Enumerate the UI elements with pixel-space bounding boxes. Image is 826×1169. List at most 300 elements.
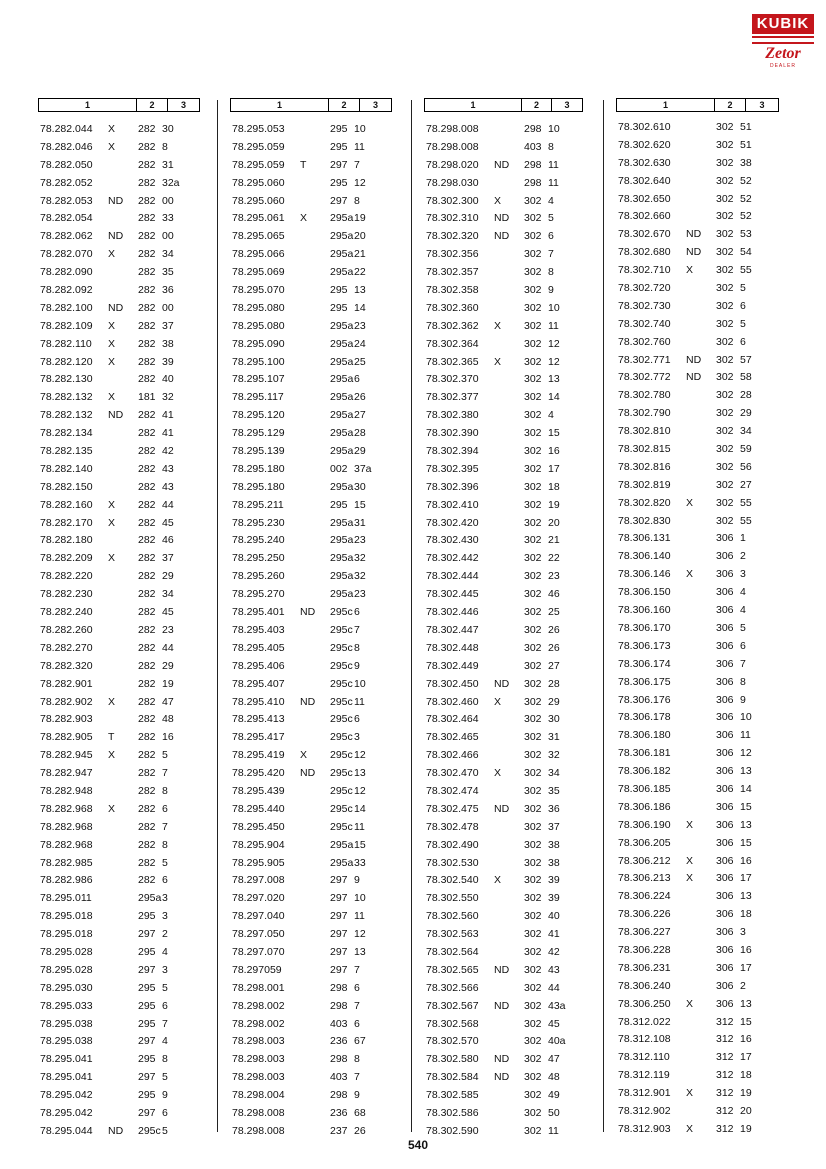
figure-number: 295 <box>138 1053 156 1066</box>
position-number: 4 <box>740 604 746 617</box>
position-number: 6 <box>354 373 360 386</box>
part-number: 78.302.567 <box>426 999 479 1012</box>
part-number: 78.297.040 <box>232 910 285 923</box>
position-number: 6 <box>354 606 360 619</box>
part-number: 78.302.530 <box>426 856 479 869</box>
table-row <box>38 819 200 837</box>
figure-number: 302 <box>716 353 734 366</box>
table-row <box>38 121 200 139</box>
part-number: 78.295.439 <box>232 784 285 797</box>
table-row <box>424 121 583 139</box>
figure-number: 306 <box>716 657 734 670</box>
part-number: 78.298.001 <box>232 981 285 994</box>
table-row <box>38 765 200 783</box>
table-row <box>616 888 779 906</box>
column-divider <box>411 100 412 1132</box>
part-number: 78.312.022 <box>618 1015 671 1028</box>
part-number: 78.282.130 <box>40 373 93 386</box>
figure-number: 302 <box>524 749 542 762</box>
table-row <box>38 175 200 193</box>
position-number: 13 <box>740 765 752 778</box>
figure-number: 295c <box>330 641 353 654</box>
table-row <box>230 407 392 425</box>
part-number: 78.295.413 <box>232 713 285 726</box>
table-row <box>38 515 200 533</box>
figure-number: 295a <box>330 516 354 529</box>
figure-number: 282 <box>138 480 156 493</box>
table-row <box>38 139 200 157</box>
figure-number: 302 <box>524 963 542 976</box>
table-row <box>38 318 200 336</box>
part-number: 78.302.816 <box>618 460 671 473</box>
figure-number: 282 <box>138 462 156 475</box>
parts-column-3 <box>424 98 583 1141</box>
status-code: ND <box>494 212 510 225</box>
figure-number: 306 <box>716 747 734 760</box>
table-row <box>616 530 779 548</box>
part-number: 78.302.772 <box>618 371 671 384</box>
figure-number: 302 <box>524 480 542 493</box>
status-code: ND <box>686 371 702 384</box>
table-row <box>230 622 392 640</box>
part-number: 78.302.447 <box>426 623 479 636</box>
header-cell-2: 2 <box>329 99 360 111</box>
position-number: 21 <box>548 534 560 547</box>
table-row <box>38 532 200 550</box>
position-number: 3 <box>740 926 746 939</box>
position-number: 19 <box>354 212 366 225</box>
figure-number: 302 <box>524 462 542 475</box>
part-number: 78.306.224 <box>618 890 671 903</box>
position-number: 5 <box>162 981 168 994</box>
status-code: X <box>686 568 694 581</box>
table-row <box>616 656 779 674</box>
table-row <box>616 709 779 727</box>
part-number: 78.302.630 <box>618 156 671 169</box>
position-number: 48 <box>548 1071 560 1084</box>
part-number: 78.302.771 <box>618 353 671 366</box>
table-row <box>616 584 779 602</box>
position-number: 12 <box>354 928 366 941</box>
part-number: 78.306.190 <box>618 818 671 831</box>
figure-number: 295c <box>330 659 353 672</box>
part-number: 78.295.069 <box>232 266 285 279</box>
table-row <box>424 1051 583 1069</box>
figure-number: 297 <box>330 910 348 923</box>
part-number: 78.302.586 <box>426 1106 479 1119</box>
part-number: 78.306.140 <box>618 550 671 563</box>
position-number: 35 <box>162 266 174 279</box>
position-number: 26 <box>548 623 560 636</box>
position-number: 32 <box>162 391 174 404</box>
figure-number: 312 <box>716 1104 734 1117</box>
part-number: 78.306.176 <box>618 693 671 706</box>
part-number: 78.295.260 <box>232 570 285 583</box>
part-number: 78.295.180 <box>232 480 285 493</box>
part-number: 78.302.670 <box>618 228 671 241</box>
figure-number: 302 <box>716 282 734 295</box>
part-number: 78.282.092 <box>40 284 93 297</box>
position-number: 67 <box>354 1035 366 1048</box>
part-number: 78.295.230 <box>232 516 285 529</box>
table-row <box>230 515 392 533</box>
part-number: 78.282.132 <box>40 391 93 404</box>
table-row <box>424 354 583 372</box>
status-code: X <box>494 319 502 332</box>
position-number: 13 <box>354 767 366 780</box>
position-number: 8 <box>162 784 168 797</box>
figure-number: 295a <box>330 373 354 386</box>
part-number: 78.282.180 <box>40 534 93 547</box>
position-number: 32 <box>548 749 560 762</box>
logo-sub-text: Zetor <box>765 45 801 62</box>
part-number: 78.302.365 <box>426 355 479 368</box>
part-number: 78.302.819 <box>618 478 671 491</box>
part-number: 78.302.580 <box>426 1053 479 1066</box>
figure-number: 302 <box>524 677 542 690</box>
part-number: 78.298.008 <box>232 1106 285 1119</box>
part-number: 78.302.356 <box>426 248 479 261</box>
status-code: X <box>300 749 308 762</box>
figure-number: 302 <box>524 1071 542 1084</box>
part-number: 78.302.390 <box>426 427 479 440</box>
figure-number: 282 <box>138 319 156 332</box>
table-row <box>424 443 583 461</box>
part-number: 78.302.444 <box>426 570 479 583</box>
position-number: 46 <box>548 588 560 601</box>
figure-number: 295c <box>330 784 353 797</box>
figure-number: 312 <box>716 1122 734 1135</box>
parts-rows <box>38 121 200 1141</box>
table-row <box>616 566 779 584</box>
figure-number: 302 <box>524 319 542 332</box>
table-row <box>38 1087 200 1105</box>
part-number: 78.306.240 <box>618 979 671 992</box>
parts-column-1 <box>38 98 200 1141</box>
figure-number: 302 <box>524 892 542 905</box>
part-number: 78.295.410 <box>232 695 285 708</box>
position-number: 6 <box>740 639 746 652</box>
position-number: 20 <box>354 230 366 243</box>
table-row <box>230 783 392 801</box>
table-row <box>424 246 583 264</box>
figure-number: 295c <box>330 731 353 744</box>
position-number: 46 <box>162 534 174 547</box>
position-number: 19 <box>548 498 560 511</box>
part-number: 78.295.450 <box>232 820 285 833</box>
part-number: 78.302.445 <box>426 588 479 601</box>
status-code: ND <box>686 228 702 241</box>
position-number: 7 <box>354 623 360 636</box>
table-row <box>230 1016 392 1034</box>
status-code: X <box>686 997 694 1010</box>
table-row <box>424 622 583 640</box>
figure-number: 306 <box>716 836 734 849</box>
table-row <box>38 622 200 640</box>
table-row <box>230 1033 392 1051</box>
status-code: X <box>108 391 116 404</box>
position-number: 52 <box>740 174 752 187</box>
position-number: 10 <box>548 123 560 135</box>
status-code: ND <box>494 677 510 690</box>
figure-number: 295a <box>330 409 354 422</box>
position-number: 7 <box>162 1017 168 1030</box>
table-row <box>230 604 392 622</box>
position-number: 11 <box>354 820 365 833</box>
part-number: 78.302.820 <box>618 496 671 509</box>
table-row <box>230 998 392 1016</box>
figure-number: 306 <box>716 926 734 939</box>
part-number: 78.302.310 <box>426 212 479 225</box>
table-row <box>616 316 779 334</box>
status-code: X <box>108 802 116 815</box>
position-number: 40 <box>548 910 560 923</box>
figure-number: 297 <box>330 194 348 207</box>
part-number: 78.302.790 <box>618 407 671 420</box>
status-code: X <box>494 695 502 708</box>
position-number: 34 <box>548 767 560 780</box>
column-header <box>424 98 583 112</box>
table-row <box>38 1123 200 1141</box>
table-row <box>616 1014 779 1032</box>
part-number: 78.306.213 <box>618 872 671 885</box>
part-number: 78.312.902 <box>618 1104 671 1117</box>
position-number: 44 <box>162 641 174 654</box>
figure-number: 295 <box>138 910 156 923</box>
status-code: X <box>108 140 116 153</box>
table-row <box>38 1016 200 1034</box>
figure-number: 295c <box>330 713 353 726</box>
part-number: 78.302.563 <box>426 928 479 941</box>
table-row <box>616 906 779 924</box>
part-number: 78.298.008 <box>232 1124 285 1137</box>
table-row <box>424 479 583 497</box>
status-code: X <box>108 749 116 762</box>
figure-number: 302 <box>524 1017 542 1030</box>
position-number: 9 <box>162 1089 168 1102</box>
table-row <box>616 298 779 316</box>
figure-number: 306 <box>716 639 734 652</box>
table-row <box>424 711 583 729</box>
position-number: 32a <box>162 176 180 189</box>
figure-number: 302 <box>524 248 542 261</box>
part-number: 78.295.440 <box>232 802 285 815</box>
figure-number: 306 <box>716 621 734 634</box>
table-row <box>616 1121 779 1139</box>
figure-number: 282 <box>138 266 156 279</box>
figure-number: 282 <box>138 427 156 440</box>
part-number: 78.306.182 <box>618 765 671 778</box>
table-row <box>230 318 392 336</box>
figure-number: 297 <box>138 1035 156 1048</box>
position-number: 25 <box>548 606 560 619</box>
position-number: 8 <box>354 641 360 654</box>
figure-number: 295c <box>138 1124 161 1137</box>
position-number: 5 <box>162 1124 168 1137</box>
part-number: 78.282.135 <box>40 445 93 458</box>
figure-number: 302 <box>716 299 734 312</box>
position-number: 28 <box>354 427 366 440</box>
part-number: 78.282.209 <box>40 552 93 565</box>
part-number: 78.282.109 <box>40 319 93 332</box>
position-number: 6 <box>548 230 554 243</box>
position-number: 41 <box>548 928 560 941</box>
table-row <box>424 837 583 855</box>
position-number: 10 <box>548 301 560 314</box>
part-number: 78.306.178 <box>618 711 671 724</box>
part-number: 78.306.231 <box>618 961 671 974</box>
parts-rows <box>424 121 583 1141</box>
part-number: 78.282.905 <box>40 731 93 744</box>
figure-number: 282 <box>138 570 156 583</box>
part-number: 78.302.568 <box>426 1017 479 1030</box>
table-row <box>230 568 392 586</box>
figure-number: 282 <box>138 355 156 368</box>
position-number: 30 <box>548 713 560 726</box>
table-row <box>616 799 779 817</box>
part-number: 78.295.059 <box>232 158 285 171</box>
figure-number: 312 <box>716 1087 734 1100</box>
figure-number: 302 <box>524 713 542 726</box>
table-row <box>230 872 392 890</box>
table-row <box>230 908 392 926</box>
part-number: 78.295.240 <box>232 534 285 547</box>
figure-number: 295 <box>330 301 348 314</box>
position-number: 19 <box>162 677 174 690</box>
position-number: 52 <box>740 192 752 205</box>
figure-number: 403 <box>524 140 542 153</box>
column-divider <box>603 100 604 1132</box>
position-number: 3 <box>740 568 746 581</box>
position-number: 6 <box>740 299 746 312</box>
position-number: 57 <box>740 353 752 366</box>
figure-number: 236 <box>330 1035 348 1048</box>
figure-number: 282 <box>138 838 156 851</box>
part-number: 78.295.180 <box>232 462 285 475</box>
position-number: 29 <box>354 445 366 458</box>
position-number: 8 <box>548 266 554 279</box>
figure-number: 282 <box>138 713 156 726</box>
table-row <box>424 371 583 389</box>
figure-number: 306 <box>716 782 734 795</box>
position-number: 34 <box>740 425 752 438</box>
position-number: 30 <box>162 123 174 135</box>
figure-number: 302 <box>524 284 542 297</box>
part-number: 78.302.620 <box>618 138 671 151</box>
figure-number: 295a <box>330 337 354 350</box>
table-row <box>230 175 392 193</box>
table-row <box>616 352 779 370</box>
table-row <box>38 1033 200 1051</box>
position-number: 20 <box>740 1104 752 1117</box>
position-number: 26 <box>354 1124 366 1137</box>
table-row <box>616 244 779 262</box>
position-number: 8 <box>548 140 554 153</box>
table-row <box>38 980 200 998</box>
table-row <box>424 1123 583 1141</box>
figure-number: 302 <box>716 407 734 420</box>
part-number: 78.295.065 <box>232 230 285 243</box>
position-number: 14 <box>548 391 560 404</box>
part-number: 78.302.448 <box>426 641 479 654</box>
part-number: 78.282.230 <box>40 588 93 601</box>
part-number: 78.302.640 <box>618 174 671 187</box>
table-row <box>230 944 392 962</box>
figure-number: 295 <box>138 1017 156 1030</box>
figure-number: 297 <box>330 892 348 905</box>
position-number: 9 <box>354 874 360 887</box>
table-row <box>230 694 392 712</box>
part-number: 78.302.780 <box>618 389 671 402</box>
position-number: 51 <box>740 138 752 151</box>
position-number: 58 <box>740 371 752 384</box>
position-number: 22 <box>548 552 560 565</box>
table-row <box>230 855 392 873</box>
status-code: ND <box>494 1071 510 1084</box>
figure-number: 306 <box>716 711 734 724</box>
part-number: 78.302.446 <box>426 606 479 619</box>
table-row <box>424 640 583 658</box>
part-number: 78.306.228 <box>618 943 671 956</box>
part-number: 78.302.610 <box>618 121 671 133</box>
table-row <box>38 837 200 855</box>
part-number: 78.295.018 <box>40 910 93 923</box>
part-number: 78.282.062 <box>40 230 93 243</box>
figure-number: 297 <box>330 874 348 887</box>
table-row <box>616 405 779 423</box>
position-number: 15 <box>548 427 560 440</box>
part-number: 78.302.584 <box>426 1071 479 1084</box>
part-number: 78.295.038 <box>40 1017 93 1030</box>
part-number: 78.302.478 <box>426 820 479 833</box>
figure-number: 302 <box>524 373 542 386</box>
position-number: 36 <box>548 802 560 815</box>
position-number: 49 <box>548 1089 560 1102</box>
part-number: 78.282.090 <box>40 266 93 279</box>
position-number: 2 <box>740 550 746 563</box>
status-code: X <box>686 496 694 509</box>
position-number: 4 <box>740 586 746 599</box>
figure-number: 298 <box>330 981 348 994</box>
part-number: 78.302.540 <box>426 874 479 887</box>
figure-number: 282 <box>138 140 156 153</box>
table-row <box>38 264 200 282</box>
figure-number: 297 <box>138 1071 156 1084</box>
table-row <box>424 1087 583 1105</box>
position-number: 17 <box>740 1051 752 1064</box>
page-number: 540 <box>407 1138 429 1152</box>
status-code: X <box>108 319 116 332</box>
table-row <box>38 872 200 890</box>
part-number: 78.282.902 <box>40 695 93 708</box>
position-number: 4 <box>548 409 554 422</box>
position-number: 23 <box>354 534 366 547</box>
table-row <box>616 870 779 888</box>
part-number: 78.295.107 <box>232 373 285 386</box>
part-number: 78.282.947 <box>40 767 93 780</box>
part-number: 78.302.362 <box>426 319 479 332</box>
part-number: 78.302.565 <box>426 963 479 976</box>
part-number: 78.306.205 <box>618 836 671 849</box>
figure-number: 298 <box>330 1053 348 1066</box>
figure-number: 282 <box>138 731 156 744</box>
part-number: 78.282.046 <box>40 140 93 153</box>
table-row <box>230 354 392 372</box>
part-number: 78.282.070 <box>40 248 93 261</box>
status-code: ND <box>300 695 316 708</box>
table-row <box>424 944 583 962</box>
figure-number: 302 <box>524 784 542 797</box>
